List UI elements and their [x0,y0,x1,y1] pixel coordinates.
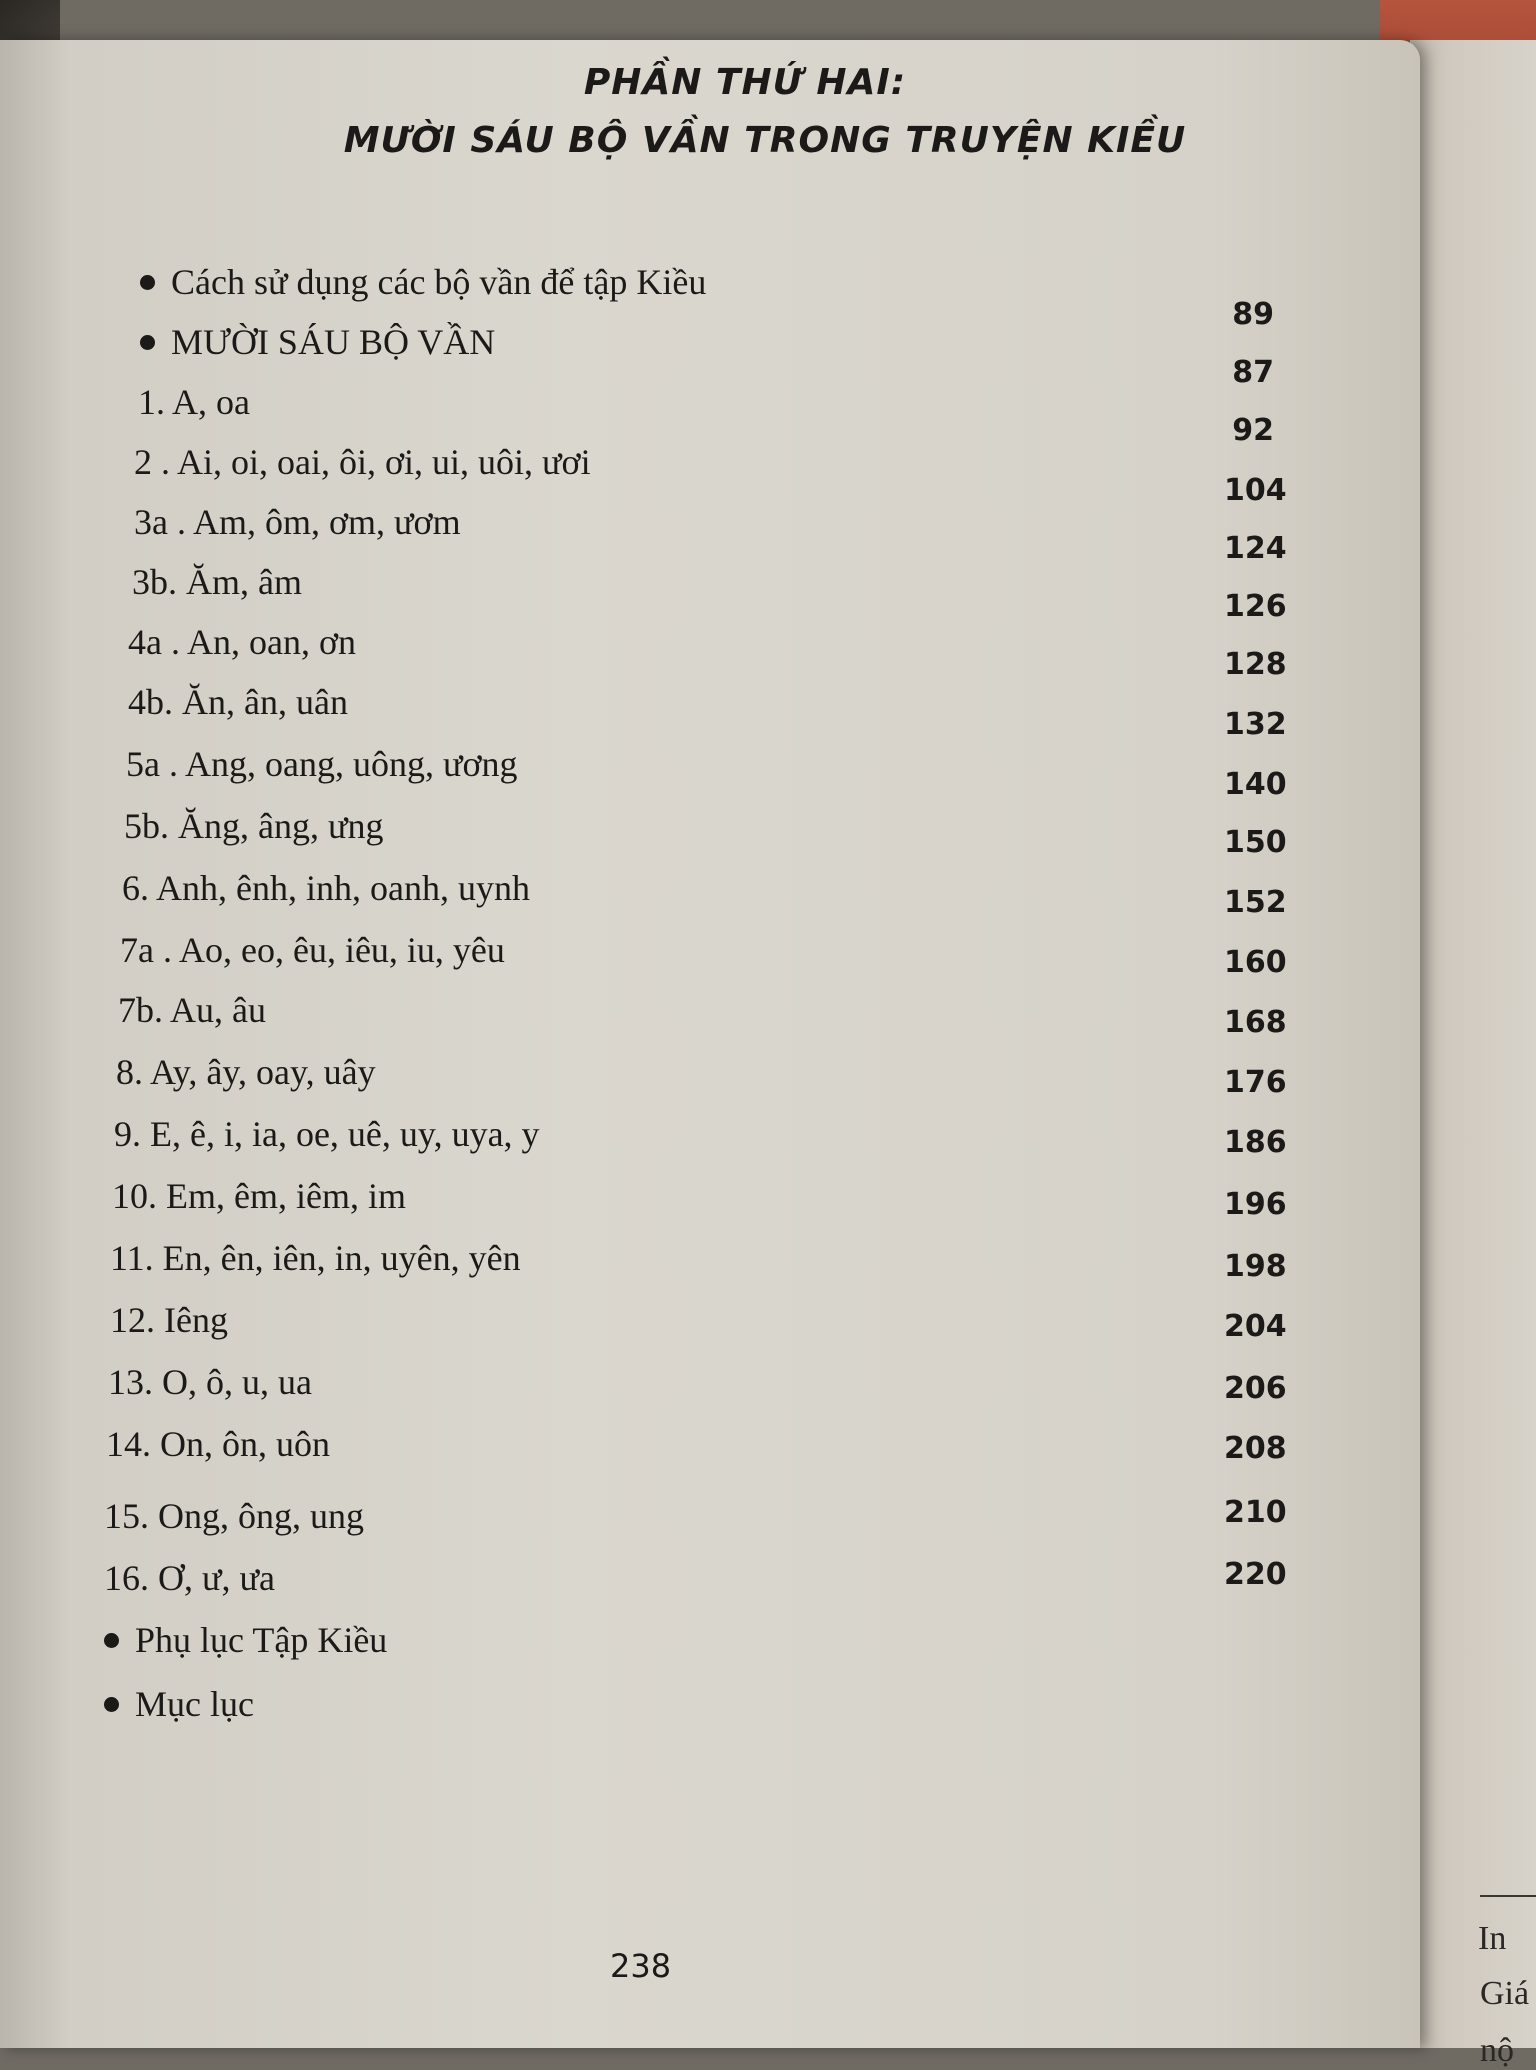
page-number: 198 [1224,1249,1287,1284]
page-number: 132 [1224,707,1287,742]
bullet-icon [140,275,155,290]
toc-entry-label: 7b. Au, âu [118,990,266,1030]
toc-entry [134,504,461,540]
section-subheading: MƯỜI SÁU BỘ VẦN TRONG TRUYỆN KIỀU [343,120,1187,161]
toc-entry [104,1498,364,1534]
page-number: 168 [1224,1005,1287,1040]
toc-entry [128,624,356,660]
toc-entry-label: MƯỜI SÁU BỘ VẦN [171,322,496,362]
page-number: 210 [1224,1495,1287,1530]
page-number: 176 [1224,1065,1287,1100]
page-number: 152 [1224,885,1287,920]
toc-entry-label: 3a . Am, ôm, ơm, ươm [134,502,461,542]
toc-entry [134,444,591,480]
page-number: 126 [1224,589,1287,624]
toc-entry [104,1622,387,1658]
toc-entry [126,746,518,782]
page-number: 160 [1224,945,1287,980]
bullet-icon [104,1633,119,1648]
toc-entry-label: Phụ lục Tập Kiều [135,1620,388,1660]
toc-entry [132,564,302,600]
page-number: 140 [1224,767,1287,802]
page-number: 128 [1224,647,1287,682]
toc-entry [104,1560,275,1596]
toc-entry-label: 5b. Ăng, âng, ưng [124,806,384,846]
toc-entry [140,324,495,360]
toc-entry [122,870,530,906]
page-number: 208 [1224,1431,1287,1466]
bullet-icon [104,1697,119,1712]
toc-entry [114,1116,540,1152]
toc-entry-label: 1. A, oa [138,382,250,422]
page-number: 206 [1224,1371,1287,1406]
toc-entry-label: 6. Anh, ênh, inh, oanh, uynh [122,868,530,908]
toc-entry-label: 13. O, ô, u, ua [108,1362,312,1402]
toc-entry [124,808,384,844]
toc-entry [112,1178,406,1214]
toc-entry [128,684,348,720]
toc-entry [110,1302,228,1338]
page-number: 89 [1232,297,1274,332]
back-page [1410,40,1536,2069]
toc-entry-label: Mục lục [135,1684,254,1724]
bullet-icon [140,335,155,350]
toc-entry-label: 2 . Ai, oi, oai, ôi, ơi, ui, uôi, ươi [134,442,591,482]
back-page-rule [1480,1895,1536,1897]
toc-entry-label: 15. Ong, ông, ung [104,1496,364,1536]
toc-entry-label: 5a . Ang, oang, uông, ương [126,744,518,784]
toc-entry [140,264,706,300]
toc-entry [118,992,266,1028]
toc-entry-label: 10. Em, êm, iêm, im [112,1176,406,1216]
toc-entry-label: 7a . Ao, eo, êu, iêu, iu, yêu [120,930,505,970]
toc-entry-label: 3b. Ăm, âm [132,562,302,602]
toc-entry-label: 4b. Ăn, ân, uân [128,682,348,722]
toc-entry [116,1054,376,1090]
toc-entry [138,384,250,420]
toc-entry-label: 9. E, ê, i, ia, oe, uê, uy, uya, y [114,1114,540,1154]
section-heading: PHẦN THỨ HAI: [583,62,907,103]
toc-entry-label: 12. Iêng [110,1300,228,1340]
toc-entry [106,1426,330,1462]
page-number: 150 [1224,825,1287,860]
back-page-text: Giá [1480,1975,1530,2012]
page-number: 104 [1224,473,1287,508]
toc-entry [110,1240,521,1276]
toc-entry [120,932,505,968]
toc-entry-label: 11. En, ên, iên, in, uyên, yên [110,1238,521,1278]
page-number: 220 [1224,1557,1287,1592]
toc-entry-label: 8. Ay, ây, oay, uây [116,1052,376,1092]
toc-entry-label: 4a . An, oan, ơn [128,622,357,662]
page-number: 196 [1224,1187,1287,1222]
page-number: 87 [1232,355,1274,390]
footer-page-number: 238 [610,1947,672,1985]
page-number: 186 [1224,1125,1287,1160]
page-number: 204 [1224,1309,1287,1344]
back-page-text: In [1478,1920,1507,1957]
page-number: 124 [1224,531,1287,566]
toc-entry [104,1686,254,1722]
toc-entry-label: 16. Ơ, ư, ưa [104,1558,275,1598]
toc-entry-label: 14. On, ôn, uôn [106,1424,330,1464]
page-number: 92 [1232,413,1274,448]
toc-entry-label: Cách sử dụng các bộ vần để tập Kiều [171,262,707,302]
toc-entry [108,1364,312,1400]
back-page-text: nộ [1480,2032,1514,2069]
